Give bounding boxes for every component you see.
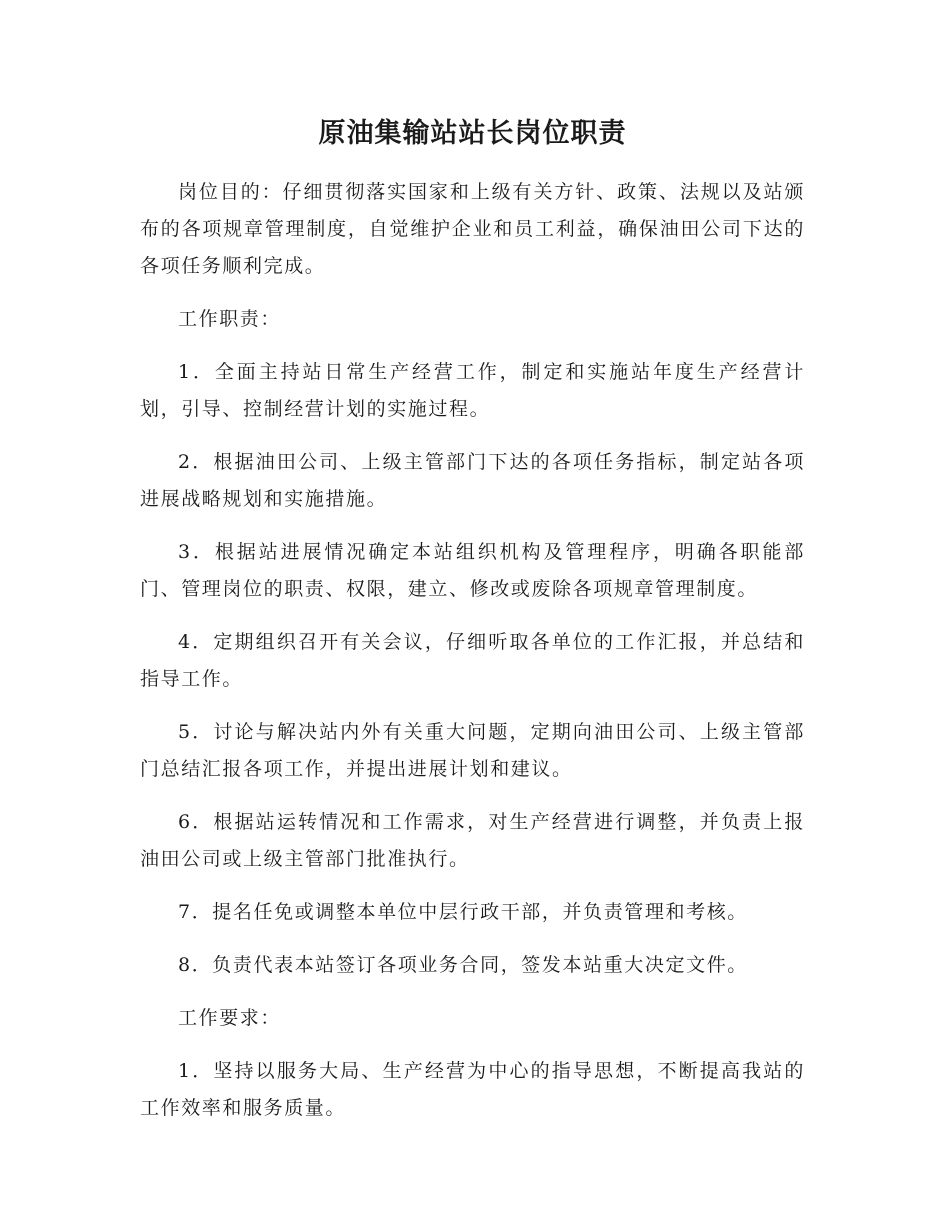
requirements-heading: 工作要求： <box>178 1007 282 1029</box>
duties-heading: 工作职责： <box>178 308 282 330</box>
duty-item-5: 5．讨论与解决站内外有关重大问题，定期向油田公司、上级主管部门总结汇报各项工作，并提出进展计划和建议。 <box>140 721 805 780</box>
duty-item-7: 7．提名任免或调整本单位中层行政干部，并负责管理和考核。 <box>178 901 748 923</box>
duty-item-6: 6．根据站运转情况和工作需求，对生产经营进行调整，并负责上报油田公司或上级主管部门批准执行。 <box>140 811 805 870</box>
duty-item-8: 8．负责代表本站签订各项业务合同，签发本站重大决定文件。 <box>178 954 748 976</box>
duty-item-2: 2．根据油田公司、上级主管部门下达的各项任务指标，制定站各项进展战略规划和实施措施。 <box>140 451 805 510</box>
duty-item-3: 3．根据站进展情况确定本站组织机构及管理程序，明确各职能部门、管理岗位的职责、权限，建立、修改或废除各项规章管理制度。 <box>140 541 805 600</box>
duty-item-4: 4．定期组织召开有关会议，仔细听取各单位的工作汇报，并总结和指导工作。 <box>140 631 805 690</box>
requirement-item-1: 1．坚持以服务大局、生产经营为中心的指导思想，不断提高我站的工作效率和服务质量。 <box>140 1060 805 1119</box>
duty-item-1: 1．全面主持站日常生产经营工作，制定和实施站年度生产经营计划，引导、控制经营计划的实施过程。 <box>140 361 805 420</box>
document-page <box>140 108 805 1143</box>
document-title: 原油集输站站长岗位职责 <box>318 118 627 149</box>
purpose-paragraph: 岗位目的：仔细贯彻落实国家和上级有关方针、政策、法规以及站颁布的各项规章管理制度，自觉维护企业和员工利益，确保油田公司下达的各项任务顺利完成。 <box>140 181 805 277</box>
